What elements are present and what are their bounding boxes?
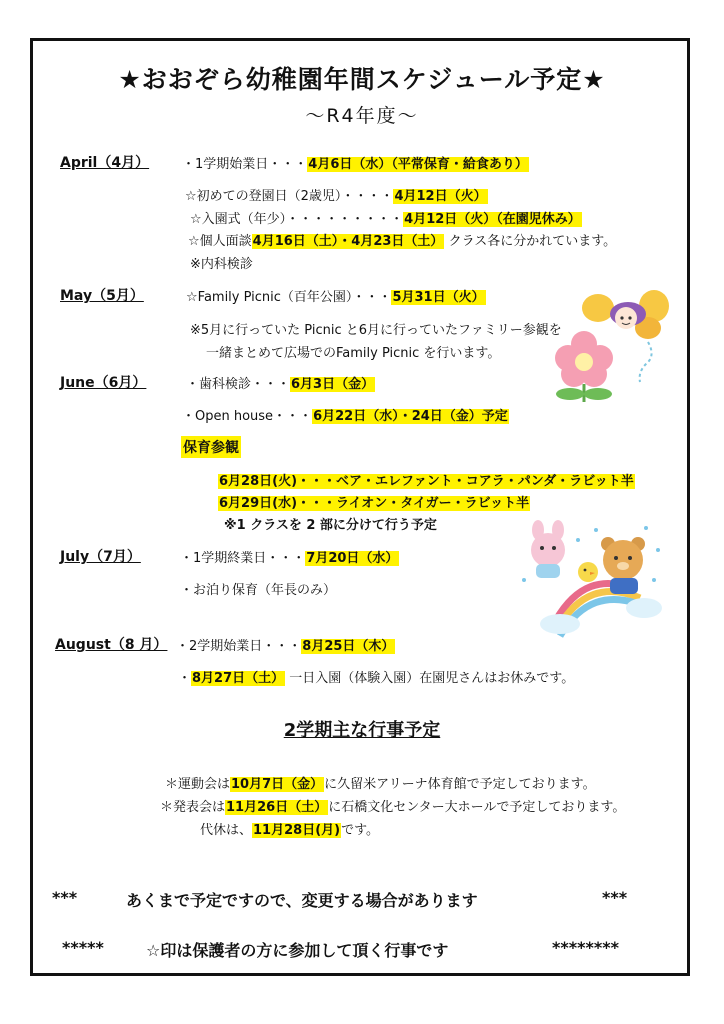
butterfly-flower-illustration (548, 286, 674, 404)
footer-2-text: ☆印は保護者の方に参加して頂く行事です (146, 941, 449, 960)
july-line-1-date: 7月20日（水） (306, 551, 399, 566)
may-note-1: ※5月に行っていた Picnic と6月に行っていたファミリー参観を (190, 323, 562, 338)
month-july: July（7月） (60, 549, 141, 565)
june-observation-note: ※1 クラスを 2 部に分けて行う予定 (224, 518, 437, 533)
second-term-title: 2学期主な行事予定 (283, 720, 441, 741)
rabbit-icon (531, 520, 565, 578)
august-line-1-label: ・2学期始業日・・・ (176, 639, 302, 654)
april-line-2 (185, 185, 488, 204)
event-1-date: 10月7日（金） (231, 777, 324, 792)
page-title: ★おおぞら幼稚園年間スケジュール予定★ (118, 65, 606, 94)
april-line-4-label: ☆個人面談 (188, 234, 252, 249)
april-line-4-note: クラス各に分かれています。 (448, 234, 617, 249)
may-note-2: 一緒まとめて広場でのFamily Picnic を行います。 (206, 346, 501, 361)
second-term-event-2 (160, 796, 625, 815)
event-3-label: 代休は、 (200, 823, 253, 838)
footer-1-stars-right: *** (602, 888, 628, 907)
june-line-1 (186, 373, 375, 392)
event-2-note: に石橋文化センター大ホールで予定しております。 (328, 800, 626, 815)
second-term-event-3 (200, 819, 379, 838)
footer-2-stars-right: ******** (552, 938, 619, 957)
chick-icon (578, 562, 598, 582)
june-line-1-date: 6月3日（金） (291, 377, 375, 392)
april-line-1-date: 4月6日（水）（平常保育・給食あり） (308, 157, 528, 172)
flower-icon (555, 331, 613, 402)
footer-1-text: あくまで予定ですので、変更する場合があります (126, 891, 478, 910)
event-2-date: 11月26日（土） (226, 800, 328, 815)
april-line-4 (188, 230, 616, 249)
second-term-event-1 (165, 773, 596, 792)
observation-subheading: 保育参観 (181, 436, 241, 458)
april-line-1-label: ・1学期始業日・・・ (182, 157, 308, 172)
month-august: August（8 月） (55, 637, 168, 653)
april-line-2-date: 4月12日（火） (394, 189, 487, 204)
april-line-5: ※内科検診 (190, 257, 253, 272)
june-line-1-label: ・歯科検診・・・ (186, 377, 291, 392)
april-line-2-label: ☆初めての登園日（2歳児）・・・・ (185, 189, 394, 204)
april-line-3-label: ☆入園式（年少）・・・・・・・・・ (190, 212, 404, 227)
may-line-1-date: 5月31日（火） (392, 290, 485, 305)
june-observation-2-text: 6月29日(水)・・・ライオン・タイガー・ラビット半 (219, 496, 530, 511)
event-3-note: です。 (341, 823, 380, 838)
april-line-3-date: 4月12日（火）（在園児休み） (404, 212, 581, 227)
may-line-1-label: ☆Family Picnic（百年公園）・・・ (186, 290, 392, 305)
rainbow-icon (540, 583, 662, 636)
august-line-2-date: 8月27日（土） (192, 671, 285, 686)
june-line-2-date: 6月22日（水）・24日（金）予定 (313, 409, 508, 424)
event-1-label: ＊運動会は (165, 777, 231, 792)
event-3-date: 11月28日(月) (253, 823, 341, 838)
june-observation-2 (218, 492, 530, 511)
month-april: April（4月） (60, 155, 150, 171)
july-line-1-label: ・1学期終業日・・・ (180, 551, 306, 566)
april-line-4-date: 4月16日（土）・4月23日（土） (252, 234, 444, 249)
august-line-2-note: 一日入園（体験入園）在園児さんはお休みです。 (289, 671, 575, 686)
footer-2-stars-left: ***** (62, 938, 104, 957)
month-june: June（6月） (60, 375, 147, 391)
footer-1-stars-left: *** (52, 888, 78, 907)
bear-rabbit-rainbow-illustration (516, 520, 666, 638)
july-line-2: ・お泊り保育（年長のみ） (180, 583, 337, 598)
event-2-label: ＊発表会は (160, 800, 226, 815)
june-observation-1 (218, 470, 635, 489)
page-subtitle: ～R4年度～ (305, 105, 419, 127)
june-observation-1-text: 6月28日(火)・・・ベア・エレファント・コアラ・パンダ・ラビット半 (219, 474, 634, 489)
august-line-2-bullet: ・ (178, 671, 192, 686)
june-line-2 (182, 405, 509, 424)
august-line-2 (178, 667, 574, 686)
may-line-1 (186, 286, 486, 305)
august-line-1 (176, 635, 395, 654)
april-line-1 (182, 153, 529, 172)
july-line-1 (180, 547, 399, 566)
june-line-2-label: ・Open house・・・ (182, 409, 313, 424)
april-line-3 (190, 208, 582, 227)
month-may: May（5月） (60, 288, 144, 304)
event-1-note: に久留米アリーナ体育館で予定しております。 (324, 777, 596, 792)
august-line-1-date: 8月25日（木） (302, 639, 395, 654)
